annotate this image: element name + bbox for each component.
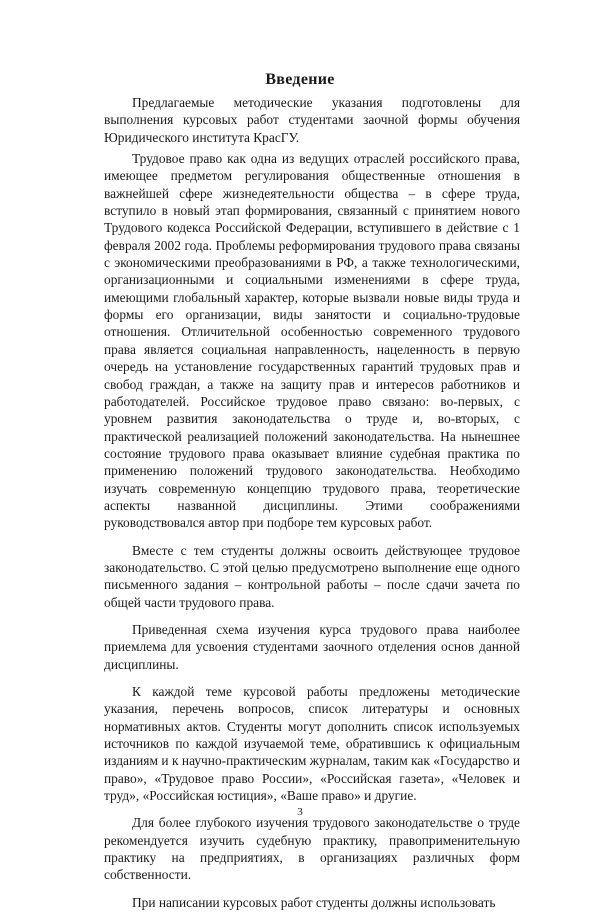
paragraph-labor-law: Трудовое право как одна из ведущих отраслей российского права, имеющее предметом регулирования общественные отношения в важнейшей сфере жизнедеятельности общества – в сфере труда, вступило в новый этап формирования, связанный с принятием нового Трудового кодекса Российской Федерации, вступившего в действие с 1 февраля 2002 года. Проблемы реформирования трудового права связаны с экономическими преобразованиями в РФ, а также технологическими, организационными и социальными изменениями в сфере труда, имеющими глобальный характер, которые вызвали новые виды труда и формы его организации, виды занятости и социально-трудовые отношения. Отличительной особенностью современного трудового права является социальная направленность, нацеленность в первую очередь на установление государственных гарантий трудовых прав и свобод граждан, а также на защиту прав и интересов работников и работодателей. Российское трудовое право связано: во-первых, с уровнем развития законодательства о труде и, во-вторых, с практической реализацией положений законодательства. На нынешнее состояние трудового права оказывает влияние судебная практика по применению положений трудового законодательства. Необходимо изучать современную концепцию трудового права, теоретические аспекты названной дисциплины. Этими соображениями руководствовался автор при подборе тем курсовых работ.	[104, 151, 520, 531]
body-text	[104, 94, 520, 921]
paragraph-practice: Для более глубокого изучения трудового законодательстве о труде рекомендуется изучить судебную практику, правоприменительную практику на предприятиях, в организациях различных форм собственности.	[104, 815, 520, 883]
page-number: 3	[297, 806, 303, 818]
paragraph-legislation: Вместе с тем студенты должны освоить действующее трудовое законодательство. С этой целью предусмотрено выполнение еще одного письменного задания – контрольной работы – после сдачи зачета по общей части трудового права.	[104, 542, 520, 610]
paragraph-intro: Предлагаемые методические указания подготовлены для выполнения курсовых работ студентами заочной формы обучения Юридического института КрасГУ.	[104, 95, 520, 145]
paragraph-writing: При написании курсовых работ студенты должны использовать	[132, 894, 496, 910]
paragraph-study-scheme: Приведенная схема изучения курса трудового права наиболее приемлема для усвоения студентами заочного отделения основ данной дисциплины.	[104, 621, 520, 672]
page-title: Введение	[265, 71, 335, 88]
paragraph-sources: К каждой теме курсовой работы предложены методические указания, перечень вопросов, список литературы и основных нормативных актов. Студенты могут дополнить список используемых источников по каждой изучаемой теме, обратившись к официальным изданиям и к научно-практическим журналам, таким как «Государство и право», «Трудовое право России», «Российская газета», «Человек и труд», «Российская юстиция», «Ваше право» и другие.	[104, 684, 520, 804]
